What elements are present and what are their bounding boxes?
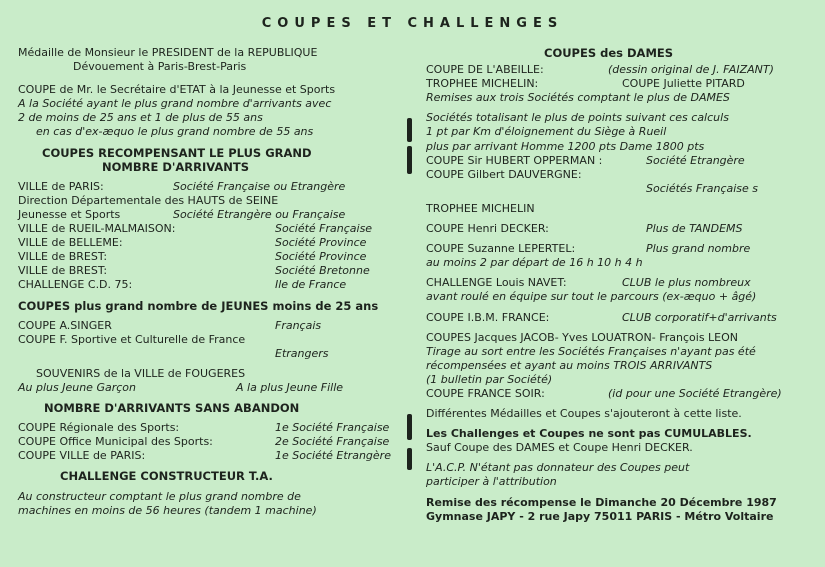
page-title: COUPES ET CHALLENGES [261, 16, 564, 31]
award-desc: avant roulé en équipe sur tout le parcours (ex-æquo + âgé) [426, 290, 757, 304]
award-row [426, 242, 818, 256]
award-value: 1e Société Française [275, 421, 390, 435]
points-desc: plus par arrivant Homme 1200 pts Dame 1800 pts [426, 139, 705, 153]
award-name: COUPE A.SINGER [18, 318, 112, 332]
section-heading: COUPES des DAMES [544, 46, 674, 60]
award-row [18, 250, 398, 264]
award-name: COUPE Gilbert DAUVERGNE: [426, 167, 582, 181]
award-name: COUPES Jacques JACOB- Yves LOUATRON- François LEON [426, 330, 739, 344]
award-value: Société Française ou Etrangère [173, 179, 346, 193]
award-name: VILLE de BREST: [18, 264, 108, 278]
award-row [18, 180, 398, 194]
award-row [18, 381, 398, 395]
fold-mark [407, 448, 412, 470]
award-name: Direction Départementale des HAUTS de SEINE [18, 193, 279, 207]
award-value: Plus de TANDEMS [646, 222, 743, 236]
award-value: Société Etrangère ou Française [173, 207, 346, 221]
award-value: Société Province [275, 250, 367, 264]
award-name: VILLE de BELLEME: [18, 236, 123, 250]
award-name: TROPHEE MICHELIN [426, 201, 535, 215]
secretary-desc: A la Société ayant le plus grand nombre d'arrivants avec [18, 97, 332, 111]
award-name: VILLE de PARIS: [18, 179, 104, 193]
award-row [18, 435, 398, 449]
award-value: Sociétés Française s [646, 181, 759, 195]
award-desc: au moins 2 par départ de 16 h 10 h 4 h [426, 256, 643, 270]
award-value: 1e Société Etrangère [275, 449, 391, 463]
section-heading: COUPES plus grand nombre de JEUNES moins de 25 ans [18, 298, 379, 313]
award-value: CLUB le plus nombreux [622, 276, 751, 290]
section-heading: NOMBRE D'ARRIVANTS [102, 159, 250, 174]
section-heading: NOMBRE D'ARRIVANTS SANS ABANDON [44, 401, 300, 416]
award-value: (id pour une Société Etrangère) [608, 386, 782, 400]
award-row [426, 63, 818, 77]
award-name: VILLE de RUEIL-MALMAISON: [18, 222, 176, 236]
award-row [18, 222, 398, 236]
award-row [18, 236, 398, 250]
secretary-desc: 2 de moins de 25 ans et 1 de plus de 55 ans [18, 111, 263, 125]
award-value: Société Française [275, 222, 373, 236]
award-name: COUPE VILLE de PARIS: [18, 449, 146, 463]
medal-line: Dévouement à Paris-Brest-Paris [73, 60, 247, 74]
award-row [18, 449, 398, 463]
award-desc: Remises aux trois Sociétés comptant le plus de DAMES [426, 91, 730, 105]
ceremony-line: Remise des récompense le Dimanche 20 Décembre 1987 [426, 495, 777, 509]
fold-mark [407, 414, 412, 440]
award-row [18, 194, 398, 208]
constructeur-desc: Au constructeur comptant le plus grand nombre de [18, 489, 301, 503]
section-heading: SOUVENIRS de la VILLE de FOUGERES [36, 366, 246, 380]
award-row [18, 278, 398, 292]
fold-mark [407, 118, 412, 142]
award-value: Société Bretonne [275, 264, 370, 278]
note-line: Les Challenges et Coupes ne sont pas CUMULABLES. [426, 427, 752, 441]
constructeur-desc: machines en moins de 56 heures (tandem 1 machine) [18, 503, 317, 517]
secretary-desc: en cas d'ex-æquo le plus grand nombre de 55 ans [36, 125, 314, 139]
note-line: Sauf Coupe des DAMES et Coupe Henri DECKER. [426, 441, 693, 455]
right-column [426, 46, 818, 524]
award-name: COUPE F. Sportive et Culturelle de France [18, 332, 246, 346]
award-value: COUPE Juliette PITARD [622, 77, 745, 91]
award-row [426, 222, 818, 236]
award-row [18, 208, 398, 222]
award-name: CHALLENGE C.D. 75: [18, 278, 133, 292]
award-value: Etrangers [275, 346, 329, 360]
award-name: Jeunesse et Sports [18, 207, 121, 221]
award-value: (dessin original de J. FAIZANT) [608, 63, 774, 77]
section-heading: CHALLENGE CONSTRUCTEUR T.A. [60, 469, 273, 484]
medal-line: Médaille de Monsieur le PRESIDENT de la REPUBLIQUE [18, 46, 318, 59]
award-row [426, 387, 818, 401]
award-value: Société Province [275, 236, 367, 250]
award-name: COUPE Office Municipal des Sports: [18, 435, 213, 449]
award-desc: (1 bulletin par Société) [426, 372, 553, 386]
note-line: participer à l'attribution [426, 475, 557, 489]
award-value: Plus grand nombre [646, 242, 751, 256]
points-desc: 1 pt par Km d'éloignement du Siège à Rueil [426, 125, 667, 139]
award-row [18, 319, 398, 333]
award-value: Au plus Jeune Garçon [18, 380, 136, 394]
award-name: COUPE Sir HUBERT OPPERMAN : [426, 153, 603, 167]
points-desc: Sociétés totalisant le plus de points suivant ces calculs [426, 111, 729, 125]
award-name: COUPE Régionale des Sports: [18, 421, 180, 435]
award-name: VILLE de BREST: [18, 250, 108, 264]
section-heading: COUPES RECOMPENSANT LE PLUS GRAND [42, 145, 312, 160]
award-value: Ile de France [275, 278, 347, 292]
award-row [426, 311, 818, 325]
award-row [426, 168, 818, 182]
award-desc: Tirage au sort entre les Sociétés Françaises n'ayant pas été [426, 344, 756, 358]
award-row [426, 154, 818, 168]
award-value: Société Etrangère [646, 153, 745, 167]
fold-mark [407, 146, 412, 174]
award-desc: récompensées et ayant au moins TROIS ARRIVANTS [426, 358, 713, 372]
award-row [18, 264, 398, 278]
note-line: L'A.C.P. N'étant pas donnateur des Coupes peut [426, 461, 690, 475]
award-value: 2e Société Française [275, 435, 390, 449]
award-value: A la plus Jeune Fille [236, 380, 344, 394]
left-column [18, 46, 398, 518]
secretary-line: COUPE de Mr. le Secrétaire d'ETAT à la Jeunesse et Sports [18, 83, 336, 97]
award-value: Français [275, 318, 322, 332]
note-line: Différentes Médailles et Coupes s'ajouteront à cette liste. [426, 407, 742, 421]
award-value: CLUB corporatif+d'arrivants [622, 310, 777, 324]
award-name: COUPE DE L'ABEILLE: [426, 63, 544, 77]
award-name: COUPE I.B.M. FRANCE: [426, 310, 550, 324]
award-name: COUPE Suzanne LEPERTEL: [426, 242, 576, 256]
award-name: COUPE Henri DECKER: [426, 222, 549, 236]
award-name: CHALLENGE Louis NAVET: [426, 276, 567, 290]
award-name: TROPHEE MICHELIN: [426, 77, 539, 91]
award-row [426, 77, 818, 91]
award-row [18, 421, 398, 435]
award-row [426, 276, 818, 290]
ceremony-line: Gymnase JAPY - 2 rue Japy 75011 PARIS - Métro Voltaire [426, 509, 774, 523]
award-name: COUPE FRANCE SOIR: [426, 386, 545, 400]
award-row [426, 182, 818, 196]
